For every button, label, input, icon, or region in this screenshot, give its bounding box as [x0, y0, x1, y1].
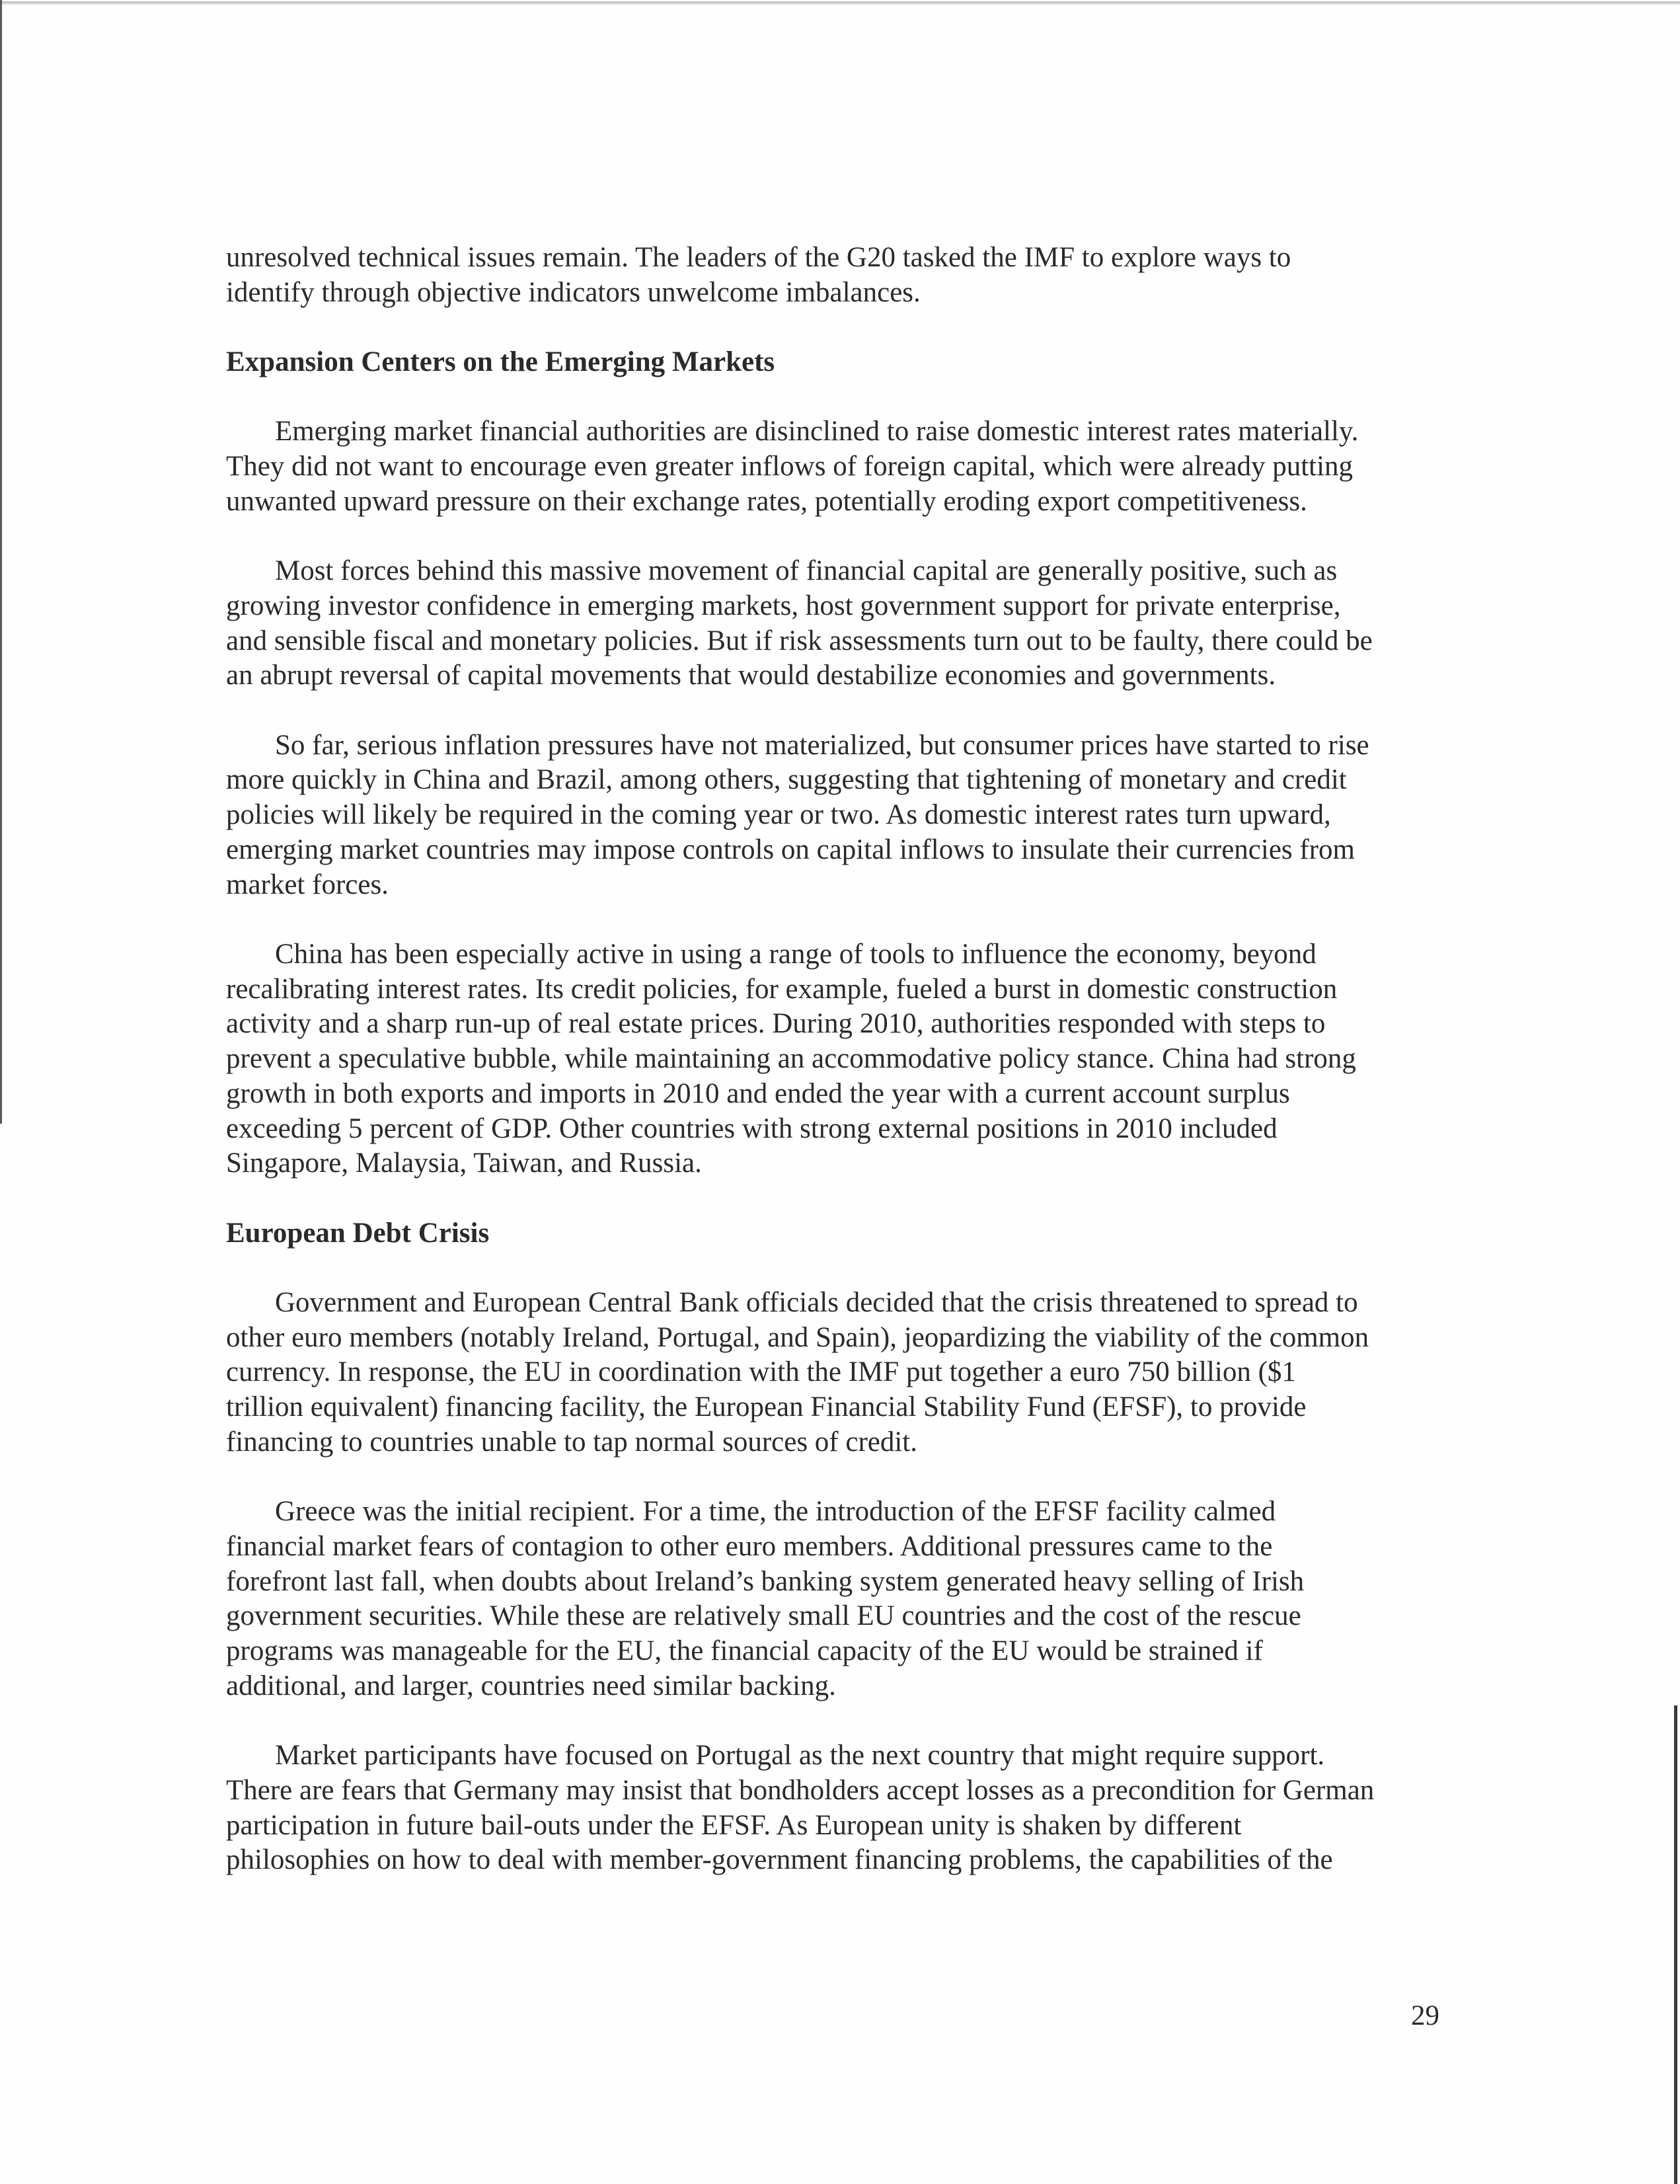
scan-right-edge: [1674, 1705, 1677, 2184]
text-line: Expansion Centers on the Emerging Markets: [226, 346, 775, 378]
paragraph: [226, 728, 1482, 903]
text-line: programs was manageable for the EU, the financial capacity of the EU would be strained if: [226, 1635, 1263, 1666]
text-line: participation in future bail-outs under the EFSF. As European unity is shaken by different: [226, 1809, 1242, 1841]
text-line: unresolved technical issues remain. The leaders of the G20 tasked the IMF to explore ways to: [226, 242, 1291, 273]
text-line: policies will likely be required in the coming year or two. As domestic interest rates turn upward,: [226, 799, 1331, 831]
text-line: identify through objective indicators unwelcome imbalances.: [226, 276, 921, 308]
document-body: [226, 241, 1482, 1913]
paragraph: [226, 241, 1482, 310]
text-line: They did not want to encourage even greater inflows of foreign capital, which were already putting: [226, 451, 1354, 483]
paragraph: [226, 1495, 1482, 1703]
text-line: China has been especially active in using a range of tools to influence the economy, beyond: [275, 938, 1317, 970]
text-line: government securities. While these are relatively small EU countries and the cost of the rescue: [226, 1600, 1301, 1632]
paragraph: [226, 554, 1482, 693]
text-line: additional, and larger, countries need similar backing.: [226, 1670, 836, 1701]
text-line: and sensible fiscal and monetary policies. But if risk assessments turn out to be faulty, there could be: [226, 625, 1373, 656]
text-line: financing to countries unable to tap normal sources of credit.: [226, 1426, 918, 1458]
text-line: So far, serious inflation pressures have not materialized, but consumer prices have started to rise: [275, 729, 1369, 761]
text-line: more quickly in China and Brazil, among others, suggesting that tightening of monetary and credit: [226, 764, 1347, 796]
text-line: Emerging market financial authorities are disinclined to raise domestic interest rates materially.: [275, 416, 1359, 448]
text-line: recalibrating interest rates. Its credit policies, for example, fueled a burst in domestic construction: [226, 973, 1338, 1005]
text-line: currency. In response, the EU in coordination with the IMF put together a euro 750 billion ($1: [226, 1356, 1296, 1388]
paragraph: [226, 937, 1482, 1181]
text-line: European Debt Crisis: [226, 1217, 490, 1249]
paragraph: [226, 1286, 1482, 1460]
paragraph: [226, 1738, 1482, 1878]
text-line: Singapore, Malaysia, Taiwan, and Russia.: [226, 1148, 702, 1179]
text-line: Most forces behind this massive movement of financial capital are generally positive, such as: [275, 555, 1338, 587]
text-line: an abrupt reversal of capital movements that would destabilize economies and governments.: [226, 660, 1276, 691]
paragraph: [226, 414, 1482, 519]
text-line: trillion equivalent) financing facility, the European Financial Stability Fund (EFSF), to provide: [226, 1391, 1307, 1423]
section-heading: [226, 345, 1482, 380]
scan-left-edge: [0, 0, 2, 1124]
text-line: unwanted upward pressure on their exchange rates, potentially eroding export competitiveness.: [226, 485, 1307, 517]
text-line: Market participants have focused on Portugal as the next country that might require support.: [275, 1740, 1325, 1772]
text-line: There are fears that Germany may insist that bondholders accept losses as a precondition for German: [226, 1774, 1375, 1806]
text-line: Government and European Central Bank officials decided that the crisis threatened to spread to: [275, 1286, 1358, 1318]
text-line: growing investor confidence in emerging markets, host government support for private enterprise,: [226, 590, 1341, 621]
text-line: prevent a speculative bubble, while maintaining an accommodative policy stance. China had strong: [226, 1043, 1356, 1075]
text-line: market forces.: [226, 869, 389, 900]
text-line: Greece was the initial recipient. For a time, the introduction of the EFSF facility calmed: [275, 1496, 1276, 1528]
text-line: emerging market countries may impose controls on capital inflows to insulate their currencies from: [226, 834, 1355, 865]
scan-top-edge: [0, 1, 1680, 5]
text-line: forefront last fall, when doubts about Ireland’s banking system generated heavy selling of Irish: [226, 1565, 1305, 1597]
text-line: philosophies on how to deal with member-government financing problems, the capabilities of the: [226, 1844, 1333, 1876]
text-line: growth in both exports and imports in 2010 and ended the year with a current account surplus: [226, 1077, 1290, 1109]
text-line: other euro members (notably Ireland, Portugal, and Spain), jeopardizing the viability of the common: [226, 1321, 1369, 1353]
text-line: exceeding 5 percent of GDP. Other countries with strong external positions in 2010 included: [226, 1112, 1278, 1144]
text-line: activity and a sharp run-up of real estate prices. During 2010, authorities responded with steps to: [226, 1008, 1326, 1040]
text-line: financial market fears of contagion to other euro members. Additional pressures came to the: [226, 1530, 1273, 1562]
page-number: 29: [1411, 2000, 1439, 2031]
section-heading: [226, 1216, 1482, 1251]
